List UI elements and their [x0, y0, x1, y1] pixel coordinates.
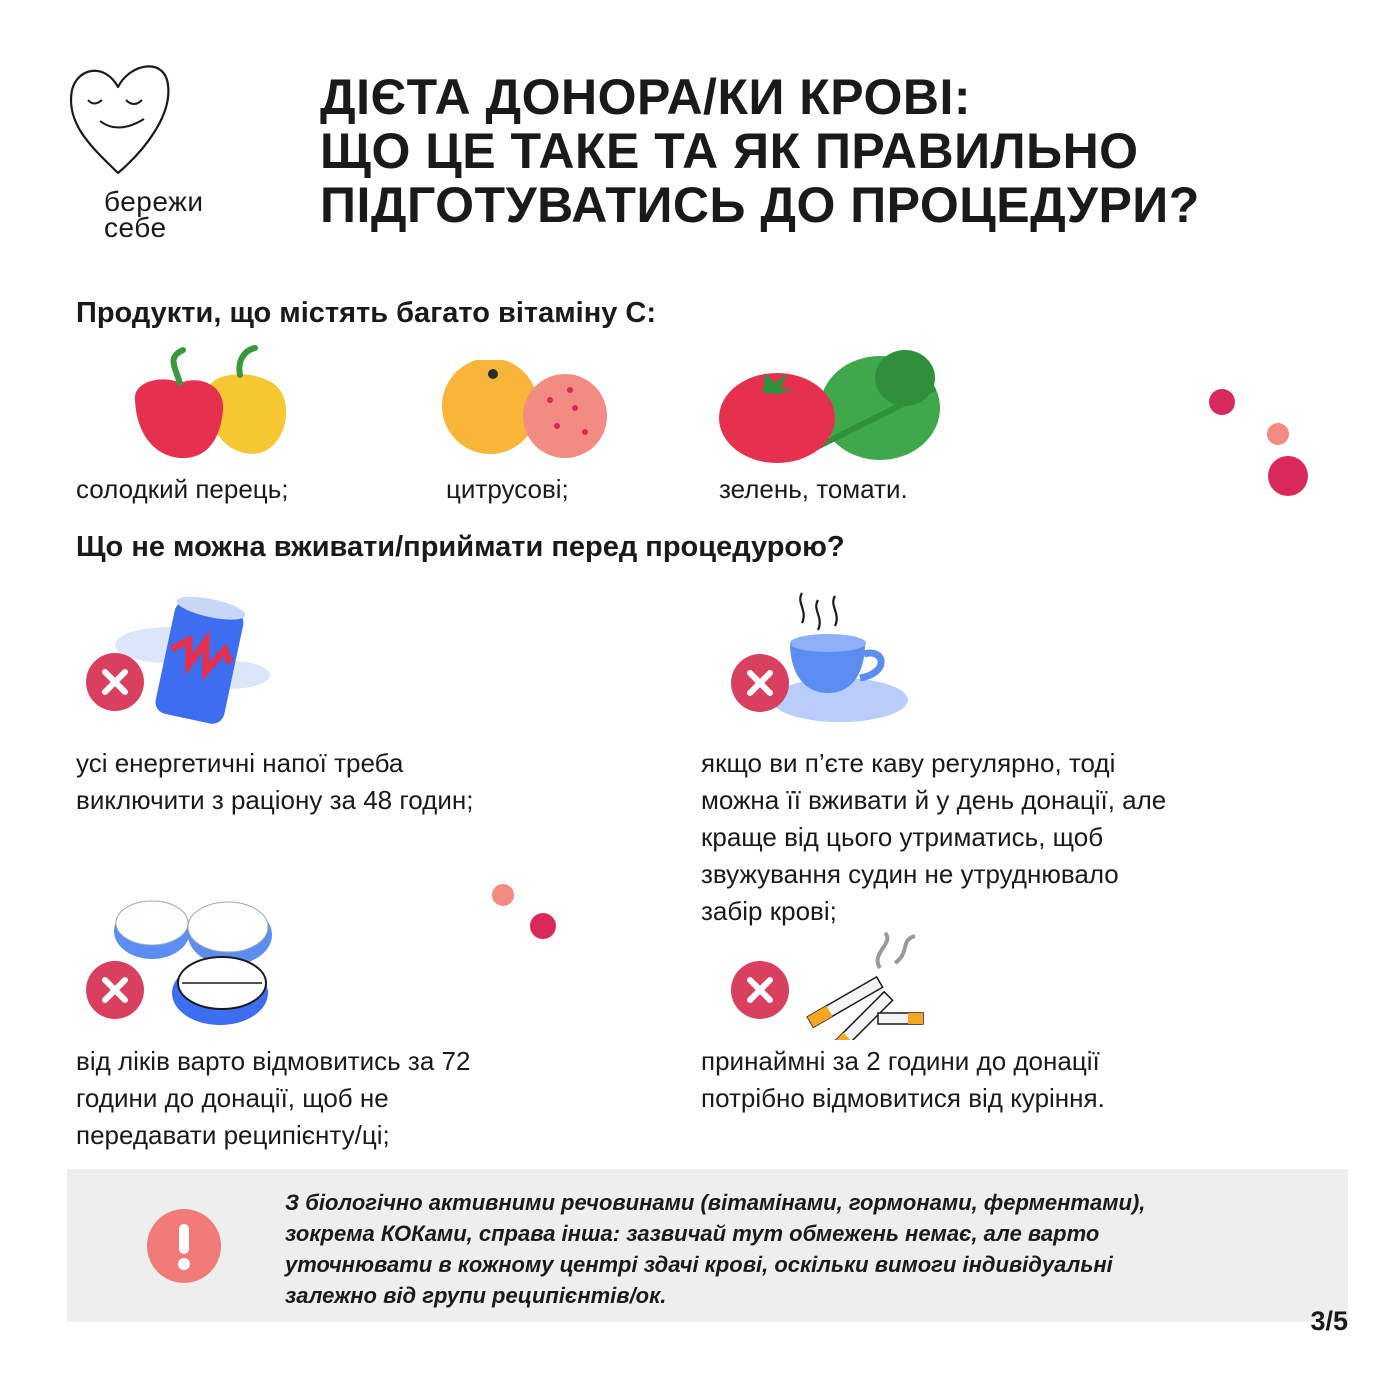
note-line: уточнювати в кожному центрі здачі крові, оскільки вимоги індивідуальні [285, 1252, 1113, 1277]
text-line: забір крові; [701, 896, 837, 926]
smoking-text [701, 1043, 1105, 1117]
energy-drink-text [76, 745, 473, 819]
text-line: принаймні за 2 години до донації [701, 1046, 1100, 1076]
exclamation-icon [147, 1209, 221, 1283]
title-line: ПІДГОТУВАТИСЬ ДО ПРОЦЕДУРИ? [320, 177, 1200, 233]
text-line: краще від цього утриматись, щоб [701, 822, 1104, 852]
text-line: потрібно відмовитися від куріння. [701, 1083, 1105, 1113]
food-label-citrus: цитрусові; [446, 474, 569, 504]
cigarettes-icon [800, 928, 930, 1040]
note-line: зокрема КОКами, справа інша: зазвичай тут обмежень немає, але варто [285, 1221, 1100, 1246]
medication-text [76, 1043, 470, 1154]
text-line: виключити з раціону за 48 годин; [76, 785, 474, 815]
text-line: від ліків варто відмовитись за 72 [76, 1046, 471, 1076]
prohibited-icon [731, 961, 789, 1019]
text-line: звужування судин не утруднювало [701, 859, 1119, 889]
note-text [285, 1187, 1305, 1311]
decor-dot [1267, 423, 1289, 445]
text-line: години до донації, щоб не [76, 1083, 389, 1113]
page-title [320, 70, 1340, 232]
brand-logo [60, 55, 240, 245]
prohibited-icon [86, 653, 144, 711]
coffee-text [701, 745, 1166, 930]
decor-dot [1209, 389, 1235, 415]
food-label-greens: зелень, томати. [719, 474, 908, 504]
text-line: передавати реципієнту/ці; [76, 1120, 390, 1150]
text-line: усі енергетичні напої треба [76, 748, 404, 778]
decor-dot [530, 913, 556, 939]
title-line: ЩО ЦЕ ТАКЕ ТА ЯК ПРАВИЛЬНО [320, 123, 1139, 179]
page-counter: 3/5 [1310, 1306, 1348, 1336]
title-line: ДІЄТА ДОНОРА/КИ КРОВІ: [320, 69, 972, 125]
text-line: якщо ви п’єте каву регулярно, тоді [701, 748, 1116, 778]
decor-dot [1268, 456, 1308, 496]
note-line: З біологічно активними речовинами (вітамінами, гормонами, ферментами), [285, 1190, 1146, 1215]
note-line: залежно від групи реципієнтів/ок. [285, 1283, 667, 1308]
decor-dot [492, 884, 514, 906]
logo-word-2: себе [104, 212, 167, 243]
prohibited-icon [731, 654, 789, 712]
prohibited-icon [86, 961, 144, 1019]
bell-pepper-icon [125, 345, 295, 465]
text-line: можна її вживати й у день донації, але [701, 785, 1167, 815]
citrus-icon [435, 360, 615, 460]
restriction-section-heading: Що не можна вживати/приймати перед процедурою? [76, 531, 845, 563]
logo-word-1: бережи [104, 186, 204, 217]
tomato-greens-icon [715, 338, 950, 468]
vitamin-section-heading: Продукти, що містять багато вітаміну С: [76, 297, 657, 329]
food-label-pepper: солодкий перець; [76, 474, 289, 504]
